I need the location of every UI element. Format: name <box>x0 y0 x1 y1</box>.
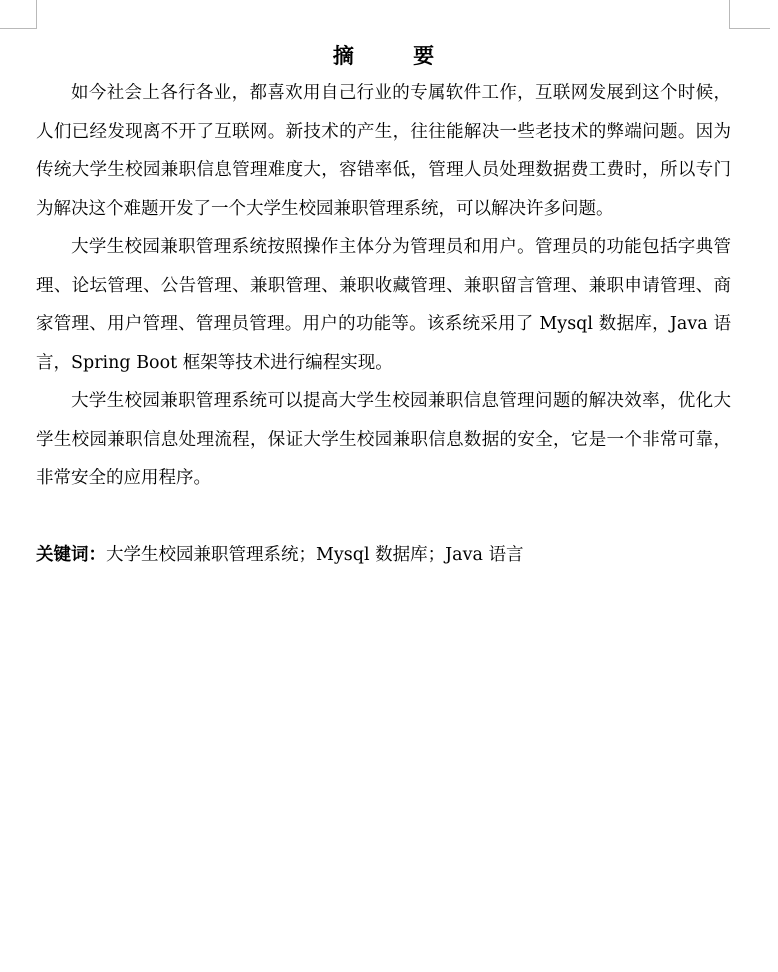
page-corner-mark-top-right <box>729 0 770 29</box>
abstract-paragraph-3: 大学生校园兼职管理系统可以提高大学生校园兼职信息管理问题的解决效率，优化大学生校园兼职信息处理流程，保证大学生校园兼职信息数据的安全，它是一个非常可靠，非常安全的应用程序。 <box>36 391 731 488</box>
keywords-label: 关键词： <box>36 544 106 565</box>
keywords-line <box>36 536 731 575</box>
keywords-text: 大学生校园兼职管理系统；Mysql 数据库；Java 语言 <box>106 544 524 565</box>
abstract-title: 摘 要 <box>332 44 461 68</box>
abstract-paragraph-1: 如今社会上各行各业，都喜欢用自己行业的专属软件工作，互联网发展到这个时候，人们已经发现离不开了互联网。新技术的产生，往往能解决一些老技术的弊端问题。因为传统大学生校园兼职信息管理难度大，容错率低，管理人员处理数据费工费时，所以专门为解决这个难题开发了一个大学生校园兼职管理系统，可以解决许多问题。 <box>36 83 731 219</box>
page-corner-mark-top-left <box>0 0 37 29</box>
abstract-paragraph-2: 大学生校园兼职管理系统按照操作主体分为管理员和用户。管理员的功能包括字典管理、论坛管理、公告管理、兼职管理、兼职收藏管理、兼职留言管理、兼职申请管理、商家管理、用户管理、管理员管理。用户的功能等。该系统采用了 Mysql 数据库，Java 语言，Spring Boot 框架等技术进行编程实现。 <box>36 237 731 373</box>
document-page <box>36 38 731 574</box>
